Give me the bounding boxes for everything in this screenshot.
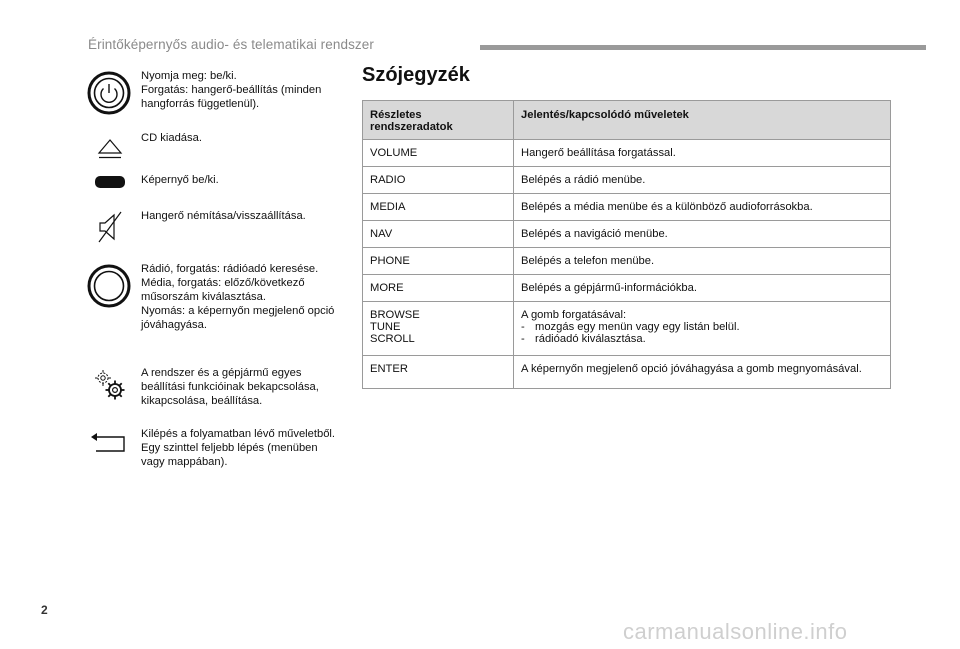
column-header-meaning: Jelentés/kapcsolódó műveletek [514,101,891,140]
table-row [363,356,891,389]
description-line: Kilépés a folyamatban lévő műveletből. [141,428,336,440]
term-line: BROWSE [370,309,420,321]
term-cell: PHONE [363,248,514,275]
table-row [363,140,891,167]
meaning-cell: A képernyőn megjelenő opció jóváhagyása a gomb megnyomásával. [514,356,891,389]
description-line: Nyomja meg: be/ki. [141,70,237,82]
description-line: hangforrás függetlenül). [141,98,260,110]
glossary-table [362,100,891,389]
meaning-cell: Hangerő beállítása forgatással. [514,140,891,167]
header-divider-bar [480,45,926,50]
description-line: CD kiadása. [141,132,202,144]
table-row [363,221,891,248]
meaning-line: A gomb forgatásával: [521,309,627,321]
term-cell: MORE [363,275,514,302]
control-description-power [141,69,351,111]
term-cell: RADIO [363,167,514,194]
term-cell: ENTER [363,356,514,389]
control-description-settings [141,366,351,408]
column-header-term: Részletes rendszeradatok [363,101,514,140]
control-description-eject [141,131,351,145]
description-line: Egy szinttel feljebb lépés (menüben [141,442,318,454]
table-row [363,248,891,275]
table-header-row [363,101,891,140]
settings-gears-icon [92,367,128,403]
description-line: Média, forgatás: előző/következő [141,277,305,289]
back-arrow-icon [90,430,128,454]
meaning-cell: Belépés a média menübe és a különböző audioforrásokba. [514,194,891,221]
control-description-knob [141,262,351,332]
meaning-cell: Belépés a navigáció menübe. [514,221,891,248]
description-line: vagy mappában). [141,456,228,468]
term-cell: VOLUME [363,140,514,167]
glossary-title: Szójegyzék [362,64,470,86]
description-line: jóváhagyása. [141,319,207,331]
table-row [363,275,891,302]
control-description-mute [141,209,351,223]
description-line: beállítási funkcióinak bekapcsolása, [141,381,319,393]
term-line: SCROLL [370,333,415,345]
watermark-text: carmanualsonline.info [623,619,848,644]
term-line: TUNE [370,321,401,333]
page-number: 2 [41,603,48,617]
description-line: Nyomás: a képernyőn megjelenő opció [141,305,335,317]
meaning-cell: Belépés a gépjármű-információkba. [514,275,891,302]
table-row [363,302,891,356]
meaning-cell [514,302,891,356]
description-line: Forgatás: hangerő-beállítás (minden [141,84,322,96]
description-line: Hangerő némítása/visszaállítása. [141,210,306,222]
term-cell: NAV [363,221,514,248]
control-description-back [141,427,351,469]
meaning-cell: Belépés a rádió menübe. [514,167,891,194]
description-line: Képernyő be/ki. [141,174,219,186]
term-cell: MEDIA [363,194,514,221]
control-description-screen [141,173,351,187]
meaning-cell: Belépés a telefon menübe. [514,248,891,275]
term-cell [363,302,514,356]
rotary-knob-icon [87,264,131,308]
table-row [363,194,891,221]
screen-toggle-icon [94,174,126,190]
power-button-icon [87,71,131,115]
bullet-item: - mozgás egy menün vagy egy listán belül. [521,321,883,333]
description-line: kikapcsolása, beállítása. [141,395,263,407]
mute-speaker-icon [97,210,123,244]
description-line: Rádió, forgatás: rádióadó keresése. [141,263,319,275]
description-line: műsorszám kiválasztása. [141,291,266,303]
eject-icon [96,138,124,160]
description-line: A rendszer és a gépjármű egyes [141,367,302,379]
bullet-item: - rádióadó kiválasztása. [521,333,883,345]
page-header-title: Érintőképernyős audio- és telematikai rendszer [88,37,374,52]
table-row [363,167,891,194]
